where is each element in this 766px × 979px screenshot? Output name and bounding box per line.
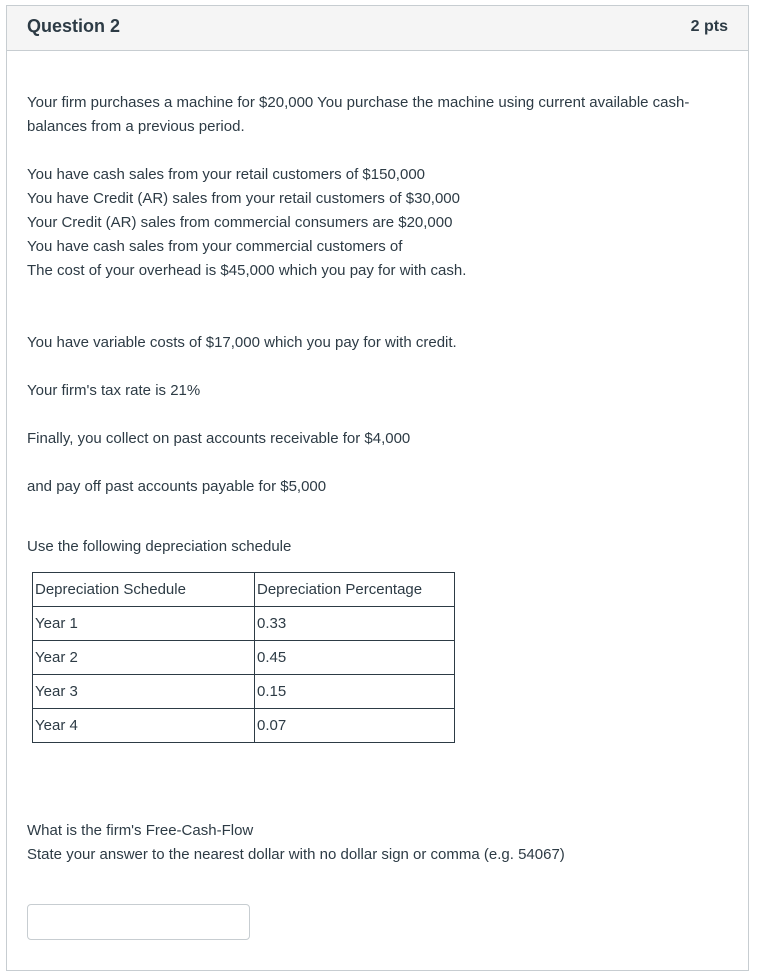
table-row <box>33 709 455 743</box>
tax-rate-text: Your firm's tax rate is 21% <box>27 382 201 399</box>
intro-line-2: balances from a previous period. <box>27 118 245 135</box>
table-cell-year: Year 4 <box>33 709 255 743</box>
sales-line-overhead: The cost of your overhead is $45,000 which you pay for with cash. <box>27 262 467 279</box>
table-header-row <box>33 573 455 607</box>
prompt-paragraph <box>27 819 727 867</box>
collect-ar-text: Finally, you collect on past accounts receivable for $4,000 <box>27 430 411 447</box>
question-title: Question 2 <box>27 16 121 36</box>
question-header <box>7 6 748 51</box>
sales-line-commercial-cash: You have cash sales from your commercial customers of <box>27 238 403 255</box>
sales-line-retail-cash: You have cash sales from your retail customers of $150,000 <box>27 166 425 183</box>
depreciation-table <box>32 572 455 743</box>
prompt-instructions-line: State your answer to the nearest dollar with no dollar sign or comma (e.g. 54067) <box>27 846 565 863</box>
table-row <box>33 607 455 641</box>
sales-line-retail-credit: You have Credit (AR) sales from your retail customers of $30,000 <box>27 190 460 207</box>
table-row <box>33 675 455 709</box>
table-cell-percentage: 0.33 <box>255 607 455 641</box>
table-cell-year: Year 1 <box>33 607 255 641</box>
question-points: 2 pts <box>690 18 728 35</box>
pay-ap-text: and pay off past accounts payable for $5,000 <box>27 478 327 495</box>
table-cell-percentage: 0.45 <box>255 641 455 675</box>
answer-input[interactable] <box>27 904 250 940</box>
table-row <box>33 641 455 675</box>
intro-paragraph <box>27 91 727 139</box>
table-cell-percentage: 0.15 <box>255 675 455 709</box>
prompt-question-line: What is the firm's Free-Cash-Flow <box>27 822 254 839</box>
question-card <box>6 5 749 971</box>
table-header-cell: Depreciation Schedule <box>33 573 255 607</box>
sales-line-commercial-credit: Your Credit (AR) sales from commercial consumers are $20,000 <box>27 214 453 231</box>
variable-costs-text: You have variable costs of $17,000 which you pay for with credit. <box>27 334 457 351</box>
table-cell-year: Year 3 <box>33 675 255 709</box>
schedule-intro-text: Use the following depreciation schedule <box>27 538 292 555</box>
table-header-cell: Depreciation Percentage <box>255 573 455 607</box>
intro-line-1: Your firm purchases a machine for $20,000 You purchase the machine using current available cash- <box>27 94 690 111</box>
table-cell-year: Year 2 <box>33 641 255 675</box>
sales-paragraph <box>27 163 727 283</box>
table-cell-percentage: 0.07 <box>255 709 455 743</box>
